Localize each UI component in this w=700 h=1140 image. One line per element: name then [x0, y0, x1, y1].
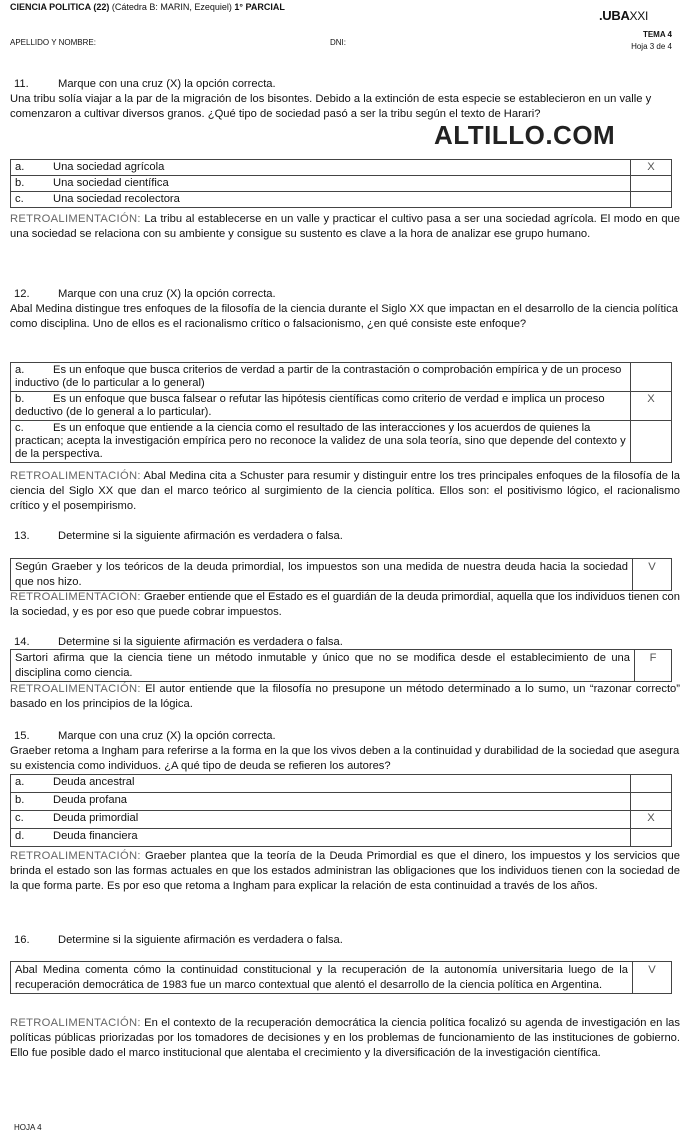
- brand-suffix: XXI: [629, 9, 648, 23]
- uba-logo: [599, 8, 648, 23]
- feedback-11: [10, 212, 680, 242]
- option-letter: c.: [15, 422, 24, 434]
- feedback-text: Graeber plantea que la teoría de la Deuda Primordial es que el dinero, los impuestos y los servicios que brinda el estado son las formas actuales en que los estados administran las obligaciones que los individuos tienen con la sociedad de la que forma parte. Es por eso que retoma a Ingham para explicar la relación de esta continuidad a través de los años.: [10, 850, 680, 892]
- option-text: Es un enfoque que busca falsear o refutar las hipótesis científicas como criterio de verdad e implica un proceso deductivo (de lo general a lo particular).: [15, 393, 605, 418]
- question-instruction: Determine si la siguiente afirmación es verdadera o falsa.: [58, 530, 343, 542]
- feedback-label: RETROALIMENTACIÓN:: [10, 591, 141, 603]
- question-12: [10, 287, 680, 332]
- statement-box-14: [10, 649, 672, 682]
- option-row[interactable]: [11, 793, 672, 811]
- feedback-text: El autor entiende que la filosofía no presupone un método determinado a lo sumo, un “razonar correcto” basado en los principios de la lógica.: [10, 683, 681, 710]
- options-table-11: [10, 159, 672, 208]
- feedback-15: [10, 849, 680, 894]
- feedback-12: [10, 469, 680, 514]
- option-row[interactable]: [11, 811, 672, 829]
- option-text: Deuda profana: [53, 794, 128, 806]
- answer-mark[interactable]: F: [649, 652, 657, 664]
- option-row[interactable]: [11, 160, 672, 176]
- option-letter: b.: [15, 794, 25, 806]
- option-row[interactable]: [11, 775, 672, 793]
- feedback-text: En el contexto de la recuperación democrática la ciencia política focalizó su agenda de investigación en las políticas públicas priorizadas por los tomadores de decisiones y en los problemas de funcionamiento de las instituciones de gobierno. Ello fue posible dado el marco institucional que alentaba el crecimiento y la diversificación de la investigación científica.: [10, 1017, 680, 1059]
- exam-header: [10, 2, 285, 12]
- statement-text: Abal Medina comenta cómo la continuidad constitucional y la recuperación de la autonomía universitaria luego de la recuperación democrática de 1983 fue un marco contextual que alentó el desarrollo de la ciencia política en Argentina.: [11, 962, 633, 993]
- option-row[interactable]: [11, 192, 672, 208]
- feedback-13: [10, 590, 680, 620]
- answer-mark[interactable]: X: [631, 160, 672, 176]
- answer-mark[interactable]: [631, 829, 672, 847]
- answer-mark[interactable]: V: [648, 964, 656, 976]
- option-row[interactable]: [11, 829, 672, 847]
- option-letter: b.: [15, 177, 25, 189]
- option-letter: c.: [15, 193, 24, 205]
- option-text: Deuda primordial: [53, 812, 139, 824]
- option-letter: a.: [15, 161, 25, 173]
- feedback-label: RETROALIMENTACIÓN:: [10, 1017, 141, 1029]
- feedback-label: RETROALIMENTACIÓN:: [10, 850, 141, 862]
- exam-name: 1° PARCIAL: [234, 2, 285, 12]
- options-table-12: [10, 362, 672, 463]
- option-letter: a.: [15, 364, 25, 376]
- feedback-14: [10, 682, 680, 712]
- question-14: [10, 635, 680, 650]
- question-13: [10, 529, 680, 544]
- apellido-label: APELLIDO Y NOMBRE:: [10, 38, 96, 47]
- option-text: Una sociedad agrícola: [53, 161, 165, 173]
- statement-box-16: [10, 961, 672, 994]
- question-instruction: Determine si la siguiente afirmación es verdadera o falsa.: [58, 934, 343, 946]
- option-text: Una sociedad científica: [53, 177, 169, 189]
- option-row[interactable]: [11, 176, 672, 192]
- question-number: 13.: [14, 530, 30, 542]
- watermark: ALTILLO.COM: [434, 120, 616, 150]
- feedback-text: Graeber entiende que el Estado es el guardián de la deuda primordial, aquella que los individuos tienen con la sociedad, y es por eso que puede cobrar impuestos.: [10, 591, 680, 618]
- question-number: 12.: [14, 288, 30, 300]
- statement-text: Según Graeber y los teóricos de la deuda primordial, los impuestos son una medida de nuestra deuda hacia la sociedad que nos hizo.: [11, 559, 633, 590]
- answer-mark[interactable]: X: [631, 392, 672, 421]
- question-instruction: Marque con una cruz (X) la opción correcta.: [58, 288, 276, 300]
- option-letter: a.: [15, 776, 25, 788]
- tema-label: TEMA 4: [642, 30, 672, 39]
- page-indicator: Hoja 3 de 4: [631, 42, 672, 51]
- question-16: [10, 933, 680, 948]
- feedback-label: RETROALIMENTACIÓN:: [10, 683, 141, 695]
- option-row[interactable]: [11, 421, 672, 463]
- answer-mark[interactable]: X: [631, 811, 672, 829]
- course-name: CIENCIA POLITICA (22): [10, 2, 110, 12]
- feedback-16: [10, 1016, 680, 1061]
- dni-label: DNI:: [330, 38, 346, 47]
- question-number: 14.: [14, 636, 30, 648]
- feedback-text: La tribu al establecerse en un valle y practicar el cultivo pasa a ser una sociedad agrícola. El modo en que una sociedad se relaciona con su ambiente y consigue su sustento es clave a la hora de analizar ese grupo humano.: [10, 213, 680, 240]
- question-number: 11.: [14, 78, 29, 90]
- option-text: Es un enfoque que busca criterios de verdad a partir de la contrastación o comprobación empírica y de un proceso inductivo (de lo particular a lo general): [15, 364, 622, 389]
- option-row[interactable]: [11, 392, 672, 421]
- answer-mark[interactable]: [631, 176, 672, 192]
- answer-mark[interactable]: [631, 793, 672, 811]
- statement-box-13: [10, 558, 672, 591]
- question-instruction: Marque con una cruz (X) la opción correcta.: [58, 730, 276, 742]
- options-table-15: [10, 774, 672, 847]
- feedback-text: Abal Medina cita a Schuster para resumir y distinguir entre los tres principales enfoques de la filosofía de la ciencia del Siglo XX que dan el marco teórico al surgimiento de la ciencia política. Ellos son: el positivismo lógico, el racionalismo crítico y el posempirismo.: [10, 470, 680, 512]
- page-footer: HOJA 4: [14, 1123, 42, 1132]
- answer-mark[interactable]: V: [648, 561, 656, 573]
- question-15: [10, 729, 680, 774]
- answer-mark[interactable]: [631, 192, 672, 208]
- question-11: [10, 77, 680, 122]
- question-number: 16.: [14, 934, 30, 946]
- option-text: Deuda ancestral: [53, 776, 135, 788]
- chair-name: (Cátedra B: MARIN, Ezequiel): [111, 2, 232, 12]
- question-text: Abal Medina distingue tres enfoques de la filosofía de la ciencia durante el Siglo XX que impactan en el desarrollo de la ciencia política como disciplina. Uno de ellos es el racionalismo crítico o falsacionismo, ¿en qué consiste este enfoque?: [10, 303, 678, 330]
- option-row[interactable]: [11, 363, 672, 392]
- question-instruction: Marque con una cruz (X) la opción correcta.: [58, 78, 276, 90]
- option-text: Deuda financiera: [53, 830, 138, 842]
- option-letter: c.: [15, 812, 24, 824]
- question-number: 15.: [14, 730, 30, 742]
- feedback-label: RETROALIMENTACIÓN:: [10, 470, 141, 482]
- question-text: Graeber retoma a Ingham para referirse a la forma en la que los vivos deben a la continuidad y durabilidad de la sociedad que asegura su existencia como individuos. ¿A qué tipo de deuda se refieren los autores?: [10, 745, 680, 772]
- option-text: Es un enfoque que entiende a la ciencia como el resultado de las interacciones y los acuerdos de quienes la practican; acepta la investigación empírica pero no reconoce la validez de una sola teoría, sino que depende del contexto y de la perspectiva.: [15, 422, 626, 460]
- answer-mark[interactable]: [631, 363, 672, 392]
- feedback-label: RETROALIMENTACIÓN:: [10, 213, 141, 225]
- answer-mark[interactable]: [631, 775, 672, 793]
- brand-text: .UBA: [598, 8, 630, 23]
- answer-mark[interactable]: [631, 421, 672, 463]
- option-letter: b.: [15, 393, 25, 405]
- option-letter: d.: [15, 830, 25, 842]
- question-text: Una tribu solía viajar a la par de la migración de los bisontes. Debido a la extinción de esta especie se establecieron en un valle y comenzaron a cultivar diversos granos. ¿Qué tipo de sociedad pasó a ser la tribu según el texto de Harari?: [10, 93, 652, 120]
- option-text: Una sociedad recolectora: [53, 193, 180, 205]
- statement-text: Sartori afirma que la ciencia tiene un método inmutable y único que no se modifica desde el establecimiento de una disciplina como ciencia.: [11, 650, 635, 681]
- question-instruction: Determine si la siguiente afirmación es verdadera o falsa.: [58, 636, 343, 648]
